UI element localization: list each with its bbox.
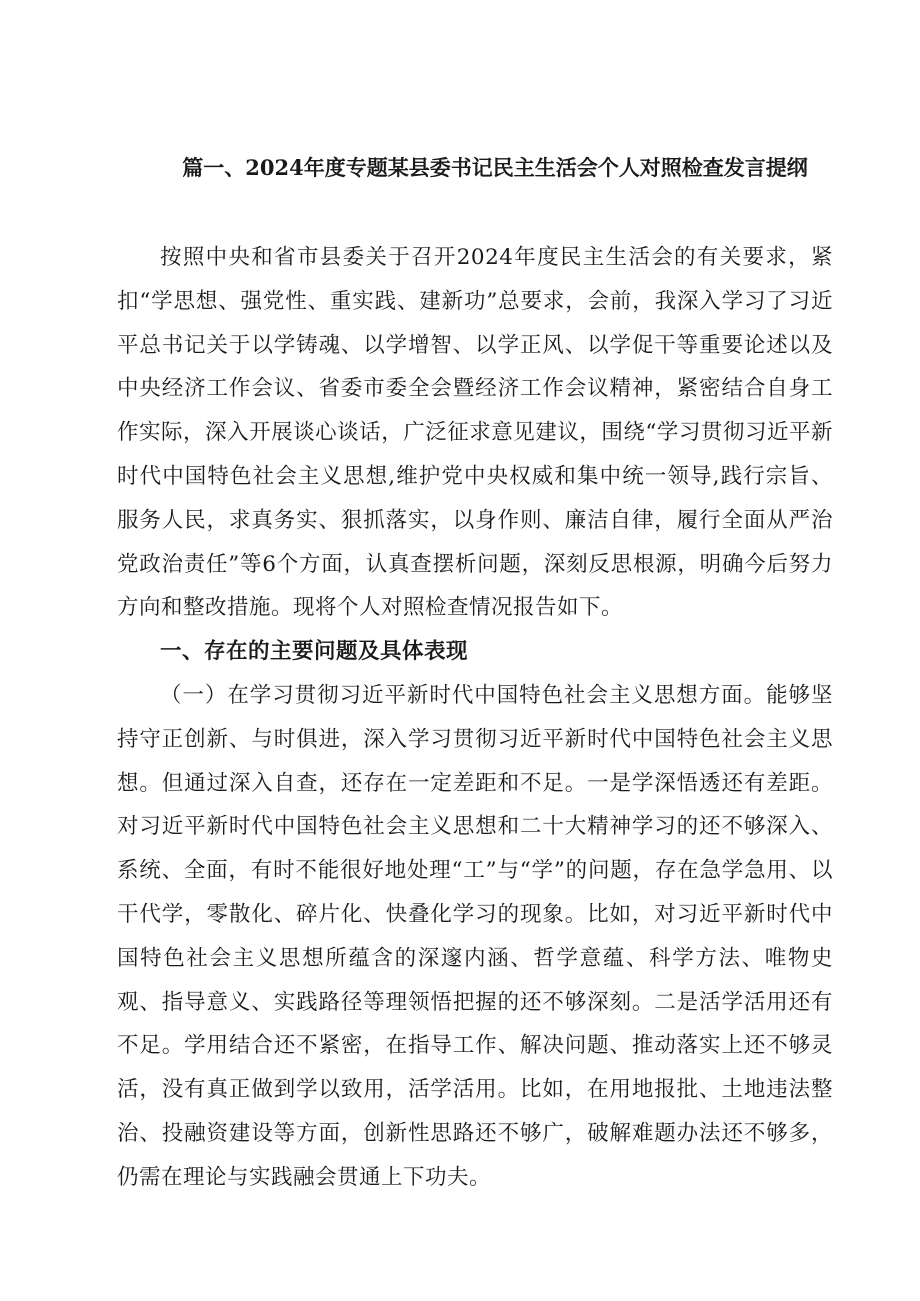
intro-paragraph: 按照中央和省市县委关于召开2024年度民主生活会的有关要求，紧扣“学思想、强党性、重实践、建新功”总要求，会前，我深入学习了习近平总书记关于以学铸魂、以学增智、以学正风、以学促干等重要论述以及中央经济工作会议、省委市委全会暨经济工作会议精神，紧密结合自身工作实际，深入开展谈心谈话，广泛征求意见建议，围绕“学习贯彻习近平新时代中国特色社会主义思想,维护党中央权威和集中统一领导,践行宗旨、服务人民，求真务实、狠抓落实，以身作则、廉洁自律，履行全面从严治党政治责任”等6个方面，认真查摆析问题，深刻反思根源，明确今后努力方向和整改措施。现将个人对照检查情况报告如下。 [117, 245, 833, 621]
document-body [117, 236, 833, 1200]
document-title: 篇一、2024年度专题某县委书记民主生活会个人对照检查发言提纲 [182, 155, 808, 180]
section-paragraph: （一）在学习贯彻习近平新时代中国特色社会主义思想方面。能够坚持守正创新、与时俱进，深入学习贯彻习近平新时代中国特色社会主义思想。但通过深入自查，还存在一定差距和不足。一是学深悟透还有差距。对习近平新时代中国特色社会主义思想和二十大精神学习的还不够深入、系统、全面，有时不能很好地处理“工”与“学”的问题，存在急学急用、以干代学，零散化、碎片化、快叠化学习的现象。比如，对习近平新时代中国特色社会主义思想所蕴含的深邃内涵、哲学意蕴、科学方法、唯物史观、指导意义、实践路径等理领悟把握的还不够深刻。二是活学活用还有不足。学用结合还不紧密，在指导工作、解决问题、推动落实上还不够灵活，没有真正做到学以致用，活学活用。比如，在用地报批、土地违法整治、投融资建设等方面，创新性思路还不够广，破解难题办法还不够多，仍需在理论与实践融会贯通上下功夫。 [117, 682, 833, 1190]
section-heading: 一、存在的主要问题及具体表现 [160, 639, 469, 665]
